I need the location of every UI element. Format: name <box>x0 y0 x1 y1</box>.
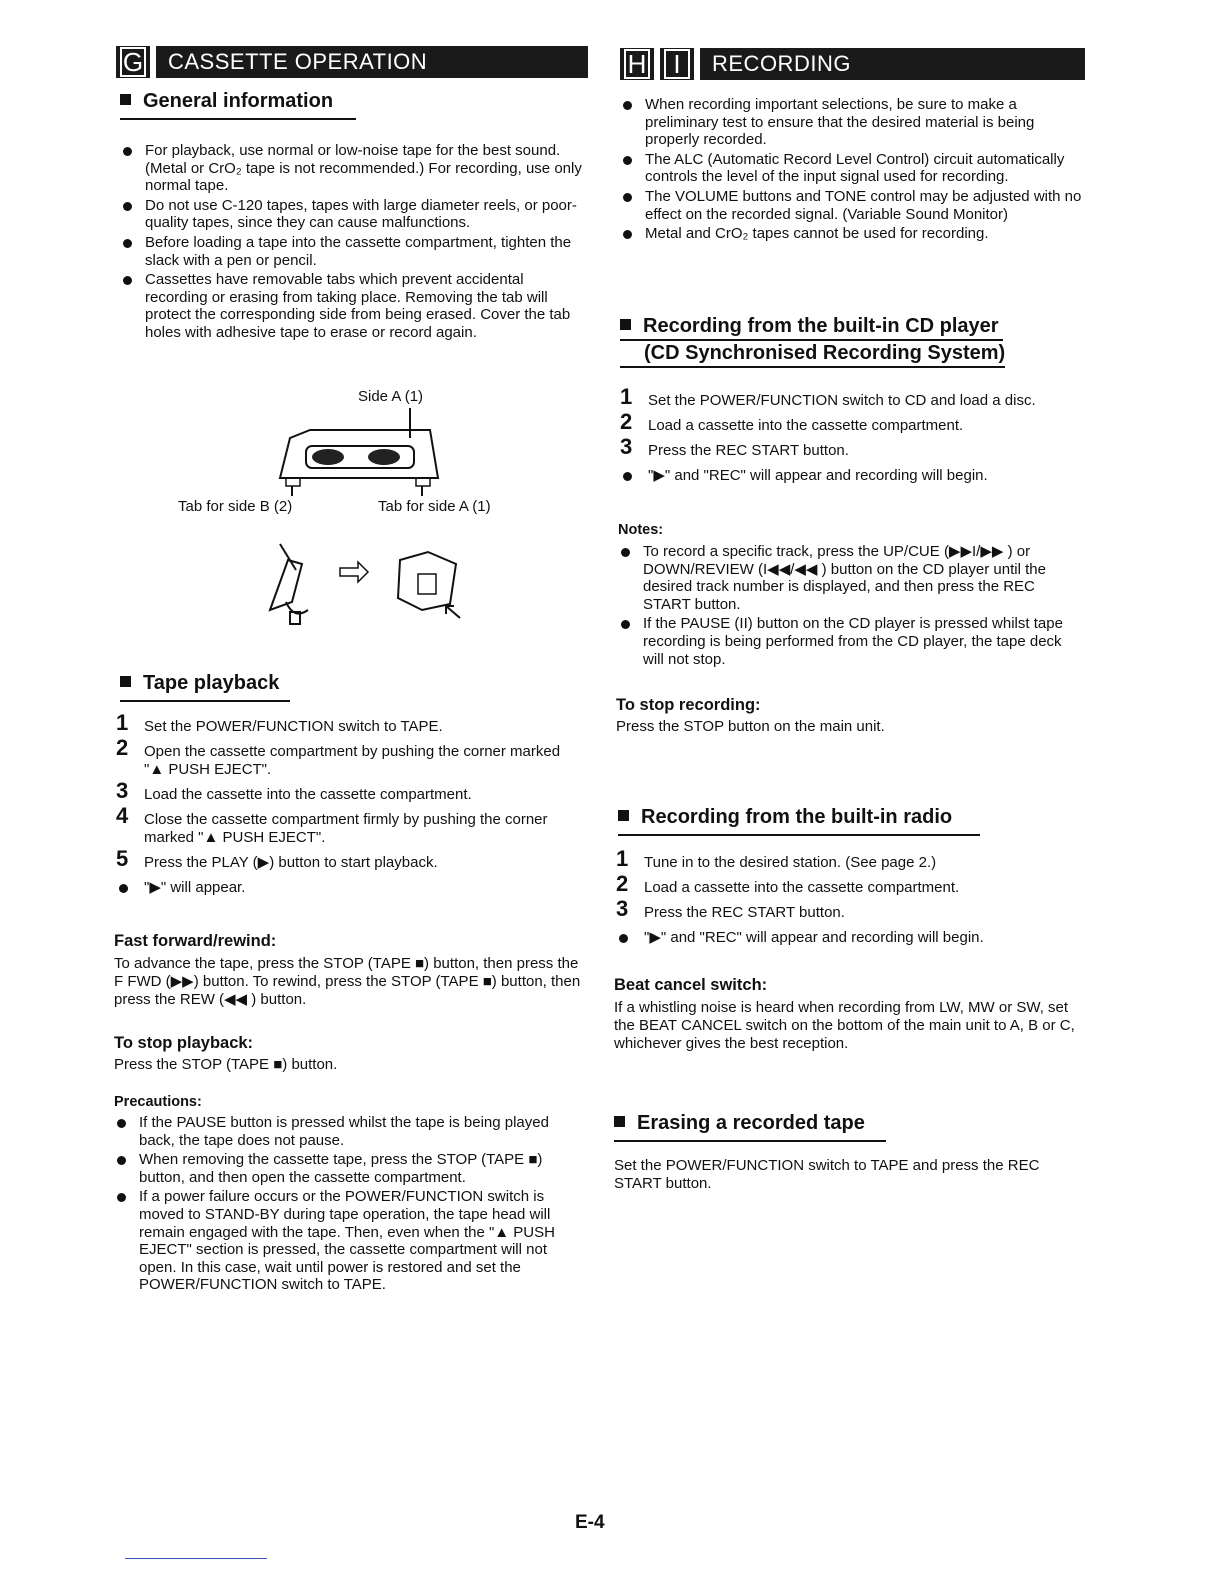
heading-tape-playback: Tape playback <box>120 672 290 702</box>
section-title: CASSETTE OPERATION <box>156 46 588 78</box>
step-number: 1 <box>616 846 629 871</box>
step-item <box>116 735 584 779</box>
list-item: Metal and CrO₂ tapes cannot be used for recording. <box>620 225 1084 243</box>
recording-intro-list <box>620 96 1084 245</box>
beat-cancel-text: If a whistling noise is heard when recording from LW, MW or SW, set the BEAT CANCEL switch on the bottom of the main unit to A, B or C, whichever gives the best reception. <box>614 999 1075 1052</box>
step-item <box>616 871 1082 897</box>
playback-steps <box>116 710 584 904</box>
step-item <box>116 803 584 847</box>
label-tab-side-a: Tab for side A (1) <box>378 498 491 515</box>
precautions-list <box>114 1114 584 1296</box>
step-text: Press the REC START button. <box>644 904 845 921</box>
section-letter-h: H <box>620 48 654 80</box>
heading-beat-cancel: Beat cancel switch: <box>614 976 768 994</box>
section-letter-g: G <box>116 46 150 78</box>
heading-line-1: Recording from the built-in CD player <box>643 315 999 337</box>
list-item: If the PAUSE button is pressed whilst the tape is being played back, the tape does not pause. <box>114 1114 584 1149</box>
step-bullet: "▶" and "REC" will appear and recording will begin. <box>616 929 1082 947</box>
step-item <box>116 710 584 736</box>
section-banner-recording <box>620 48 1085 80</box>
heading-recording-cd <box>620 314 1040 368</box>
tab-removal-illustration <box>250 540 470 630</box>
list-item: To record a specific track, press the UP/CUE (▶▶I/▶▶ ) or DOWN/REVIEW (I◀◀/◀◀ ) button on the CD player until the desired track number is displayed, and then press the REC START button. <box>618 543 1084 613</box>
notes-list <box>618 543 1084 670</box>
page-number: E-4 <box>575 1512 605 1533</box>
heading-stop-playback: To stop playback: <box>114 1034 254 1052</box>
cd-recording-steps <box>620 384 1084 492</box>
list-item: Cassettes have removable tabs which prevent accidental recording or erasing from taking place. Removing the tab will protect the corresponding side from being erased. Cover the tab holes with adhesive tape to erase or record again. <box>120 271 587 341</box>
step-text: Set the POWER/FUNCTION switch to TAPE. <box>144 718 443 735</box>
list-item: The ALC (Automatic Record Level Control) circuit automatically controls the level of the input signal used for recording. <box>620 151 1084 186</box>
step-text: Tune in to the desired station. (See page 2.) <box>644 854 937 871</box>
step-number: 2 <box>616 871 629 896</box>
section-title: RECORDING <box>700 48 1085 80</box>
step-number: 4 <box>116 803 129 828</box>
heading-line-2: (CD Synchronised Recording System) <box>620 341 1005 368</box>
list-item: Before loading a tape into the cassette compartment, tighten the slack with a pen or pencil. <box>120 234 587 269</box>
list-item: If a power failure occurs or the POWER/FUNCTION switch is moved to STAND-BY during tape operation, the tape head will remain engaged with the tape. Then, even when the "▲ PUSH EJECT" section is pressed, the cassette compartment will not open. In this case, wait until power is restored and set the POWER/FUNCTION switch to TAPE. <box>114 1188 584 1294</box>
general-info-list <box>120 142 587 344</box>
step-item <box>616 846 1082 872</box>
stop-playback-text: Press the STOP (TAPE ■) button. <box>114 1056 338 1073</box>
step-item <box>116 846 584 872</box>
step-item <box>616 896 1082 922</box>
step-number: 1 <box>116 710 129 735</box>
step-item <box>620 384 1084 410</box>
list-item: The VOLUME buttons and TONE control may be adjusted with no effect on the recorded signal. (Variable Sound Monitor) <box>620 188 1084 223</box>
step-text: Close the cassette compartment firmly by pushing the corner marked "▲ PUSH EJECT". <box>144 811 548 846</box>
step-text: Open the cassette compartment by pushing the corner marked "▲ PUSH EJECT". <box>144 743 561 778</box>
step-text: Load a cassette into the cassette compartment. <box>644 879 960 896</box>
step-text: Load a cassette into the cassette compartment. <box>648 417 964 434</box>
step-bullet: "▶" will appear. <box>116 879 584 897</box>
label-side-a: Side A (1) <box>358 388 424 405</box>
stop-recording-text: Press the STOP button on the main unit. <box>616 718 885 735</box>
step-text: Set the POWER/FUNCTION switch to CD and load a disc. <box>648 392 1036 409</box>
list-item: When recording important selections, be sure to make a preliminary test to ensure that the desired material is being properly recorded. <box>620 96 1084 149</box>
fast-forward-text: To advance the tape, press the STOP (TAPE ■) button, then press the F FWD (▶▶) button. To rewind, press the STOP (TAPE ■) button, then press the REW (◀◀ ) button. <box>114 955 581 1008</box>
heading-notes: Notes: <box>618 522 664 538</box>
heading-general-information: General information <box>120 90 356 120</box>
step-number: 3 <box>616 896 629 921</box>
erasing-text: Set the POWER/FUNCTION switch to TAPE and press the REC START button. <box>614 1157 1040 1192</box>
step-number: 2 <box>620 409 633 434</box>
section-banner-cassette-operation <box>116 46 588 78</box>
step-number: 5 <box>116 846 129 871</box>
heading-erasing: Erasing a recorded tape <box>614 1112 886 1142</box>
step-item <box>116 778 584 804</box>
list-item: If the PAUSE (II) button on the CD player is pressed whilst tape recording is being performed from the CD player, the tape deck will not stop. <box>618 615 1084 668</box>
step-item <box>620 409 1084 435</box>
label-tab-side-b: Tab for side B (2) <box>178 498 293 515</box>
step-number: 2 <box>116 735 129 760</box>
step-bullet: "▶" and "REC" will appear and recording will begin. <box>620 467 1084 485</box>
step-number: 3 <box>620 434 633 459</box>
heading-precautions: Precautions: <box>114 1094 202 1110</box>
list-item: For playback, use normal or low-noise tape for the best sound. (Metal or CrO₂ tape is not recommended.) For recording, use only normal tape. <box>120 142 587 195</box>
heading-stop-recording: To stop recording: <box>616 696 761 714</box>
list-item: When removing the cassette tape, press the STOP (TAPE ■) button, and then open the cassette compartment. <box>114 1151 584 1186</box>
heading-fast-forward-rewind: Fast forward/rewind: <box>114 932 277 950</box>
cassette-illustration <box>270 408 450 498</box>
footer-divider <box>125 1558 267 1559</box>
radio-recording-steps <box>616 846 1082 954</box>
step-text: Load the cassette into the cassette compartment. <box>144 786 472 803</box>
step-number: 3 <box>116 778 129 803</box>
step-text: Press the REC START button. <box>648 442 849 459</box>
section-letter-i: I <box>660 48 694 80</box>
step-number: 1 <box>620 384 633 409</box>
step-item <box>620 434 1084 460</box>
heading-recording-radio: Recording from the built-in radio <box>618 806 980 836</box>
step-text: Press the PLAY (▶) button to start playback. <box>144 854 438 871</box>
list-item: Do not use C-120 tapes, tapes with large diameter reels, or poor-quality tapes, since they can cause malfunctions. <box>120 197 587 232</box>
